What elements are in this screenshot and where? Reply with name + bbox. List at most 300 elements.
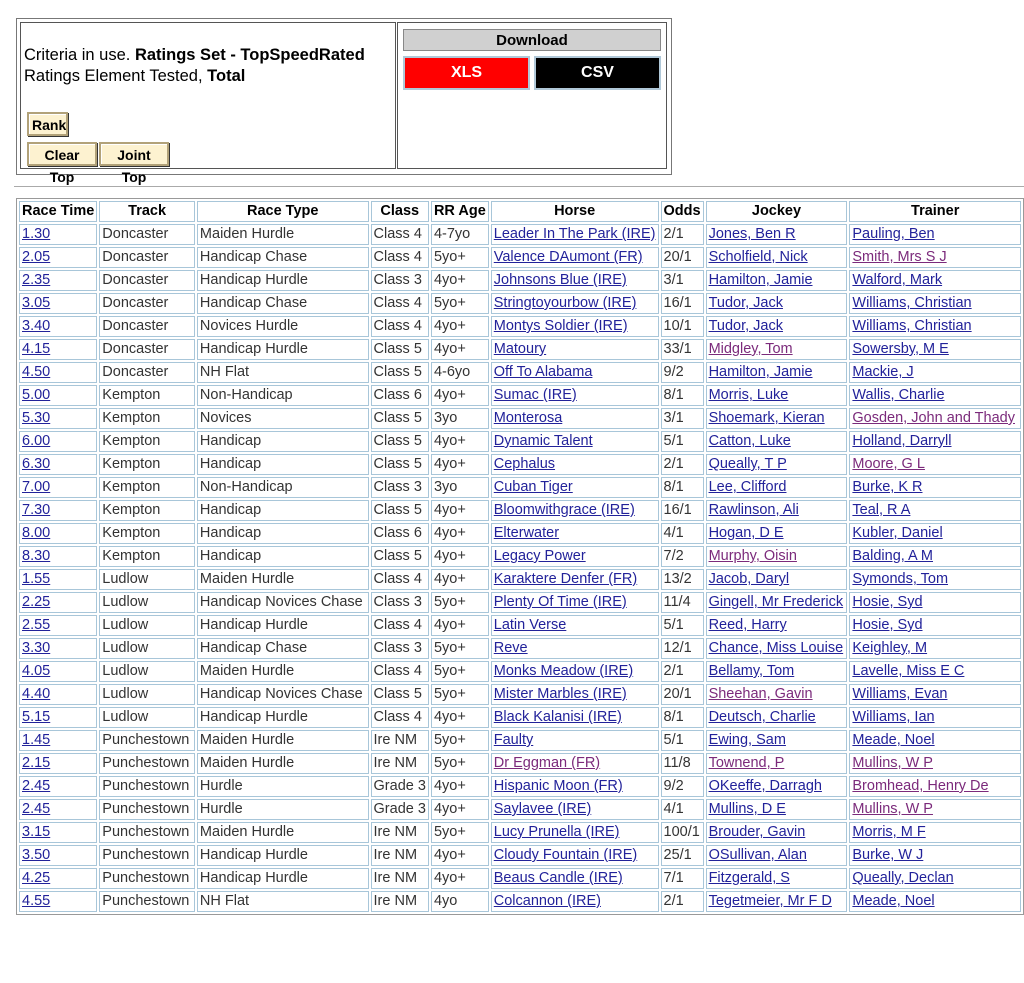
race-time-cell	[19, 868, 97, 889]
odds-cell: 8/1	[661, 707, 704, 728]
jockey-link[interactable]: OKeeffe, Darragh	[708, 778, 822, 794]
table-row	[19, 316, 1021, 337]
horse-link[interactable]: Colcannon (IRE)	[493, 893, 601, 909]
horse-link[interactable]: Beaus Candle (IRE)	[493, 870, 623, 886]
trainer-link[interactable]: Holland, Darryll	[852, 433, 952, 449]
horse-link[interactable]: Cloudy Fountain (IRE)	[493, 847, 638, 863]
trainer-link[interactable]: Gosden, John and Thady	[852, 410, 1015, 426]
trainer-cell	[849, 316, 1021, 337]
table-row	[19, 868, 1021, 889]
race-time-cell	[19, 523, 97, 544]
trainer-link[interactable]: Morris, M F	[852, 824, 926, 840]
jockey-link[interactable]: Shoemark, Kieran	[708, 410, 825, 426]
race-type-cell: Handicap	[197, 500, 369, 521]
trainer-link[interactable]: Williams, Evan	[852, 686, 948, 702]
horse-link[interactable]: Faulty	[493, 732, 534, 748]
race-time-cell	[19, 385, 97, 406]
csv-download-button[interactable]: CSV	[534, 56, 661, 90]
race-time-cell	[19, 293, 97, 314]
race-type-cell: Handicap Chase	[197, 293, 369, 314]
track-cell: Punchestown	[99, 730, 195, 751]
class-cell: Ire NM	[371, 891, 429, 912]
trainer-link[interactable]: Mackie, J	[852, 364, 914, 380]
race-time-link[interactable]: 6.30	[22, 456, 51, 472]
race-time-link[interactable]: 4.25	[22, 870, 51, 886]
race-type-cell: Novices Hurdle	[197, 316, 369, 337]
jockey-link[interactable]: Deutsch, Charlie	[708, 709, 816, 725]
jockey-link[interactable]: Jones, Ben R	[708, 226, 796, 242]
trainer-link[interactable]: Mullins, W P	[852, 755, 933, 771]
jockey-link[interactable]: Sheehan, Gavin	[708, 686, 813, 702]
trainer-cell	[849, 891, 1021, 912]
trainer-link[interactable]: Wallis, Charlie	[852, 387, 945, 403]
odds-cell: 5/1	[661, 431, 704, 452]
clear-top-button[interactable]: Clear Top	[27, 142, 97, 166]
jockey-link[interactable]: Bellamy, Tom	[708, 663, 795, 679]
horse-cell	[491, 523, 659, 544]
race-time-link[interactable]: 4.55	[22, 893, 51, 909]
race-type-cell: Maiden Hurdle	[197, 730, 369, 751]
rr-age-cell: 4yo	[431, 891, 489, 912]
race-time-link[interactable]: 4.15	[22, 341, 51, 357]
trainer-link[interactable]: Teal, R A	[852, 502, 911, 518]
race-time-link[interactable]: 2.05	[22, 249, 51, 265]
horse-link[interactable]: Dr Eggman (FR)	[493, 755, 601, 771]
class-cell: Class 4	[371, 293, 429, 314]
race-time-cell	[19, 684, 97, 705]
horse-link[interactable]: Plenty Of Time (IRE)	[493, 594, 627, 610]
trainer-link[interactable]: Walford, Mark	[852, 272, 943, 288]
race-time-link[interactable]: 1.30	[22, 226, 51, 242]
jockey-link[interactable]: Lee, Clifford	[708, 479, 787, 495]
class-cell: Class 5	[371, 546, 429, 567]
horse-link[interactable]: Saylavee (IRE)	[493, 801, 592, 817]
race-time-cell	[19, 776, 97, 797]
odds-cell: 20/1	[661, 684, 704, 705]
horse-cell	[491, 339, 659, 360]
race-type-cell: Non-Handicap	[197, 385, 369, 406]
race-time-link[interactable]: 1.55	[22, 571, 51, 587]
race-time-link[interactable]: 6.00	[22, 433, 51, 449]
trainer-cell	[849, 730, 1021, 751]
jockey-cell	[706, 523, 848, 544]
horse-cell	[491, 477, 659, 498]
rr-age-cell: 3yo	[431, 408, 489, 429]
horse-link[interactable]: Mister Marbles (IRE)	[493, 686, 627, 702]
race-time-cell	[19, 431, 97, 452]
trainer-link[interactable]: Lavelle, Miss E C	[852, 663, 965, 679]
rr-age-cell: 4yo+	[431, 270, 489, 291]
trainer-cell	[849, 477, 1021, 498]
table-row	[19, 845, 1021, 866]
trainer-link[interactable]: Williams, Christian	[852, 318, 972, 334]
horse-link[interactable]: Johnsons Blue (IRE)	[493, 272, 627, 288]
rr-age-cell: 4yo+	[431, 454, 489, 475]
horse-cell	[491, 362, 659, 383]
table-row	[19, 523, 1021, 544]
jockey-link[interactable]: OSullivan, Alan	[708, 847, 807, 863]
jockey-cell	[706, 661, 848, 682]
horse-link[interactable]: Matoury	[493, 341, 547, 357]
horse-cell	[491, 684, 659, 705]
trainer-link[interactable]: Moore, G L	[852, 456, 925, 472]
table-row	[19, 224, 1021, 245]
header-track[interactable]: Track	[99, 201, 195, 222]
horse-link[interactable]: Reve	[493, 640, 528, 656]
trainer-link[interactable]: Bromhead, Henry De	[852, 778, 989, 794]
table-row	[19, 569, 1021, 590]
trainer-cell	[849, 615, 1021, 636]
table-row	[19, 247, 1021, 268]
jockey-link[interactable]: Reed, Harry	[708, 617, 787, 633]
horse-link[interactable]: Karaktere Denfer (FR)	[493, 571, 638, 587]
horse-cell	[491, 845, 659, 866]
trainer-cell	[849, 661, 1021, 682]
race-time-link[interactable]: 4.40	[22, 686, 51, 702]
header-trainer[interactable]: Trainer	[849, 201, 1021, 222]
jockey-cell	[706, 224, 848, 245]
horse-link[interactable]: Latin Verse	[493, 617, 567, 633]
race-time-cell	[19, 661, 97, 682]
jockey-link[interactable]: Morris, Luke	[708, 387, 789, 403]
horse-link[interactable]: Valence DAumont (FR)	[493, 249, 643, 265]
trainer-link[interactable]: Kubler, Daniel	[852, 525, 943, 541]
jockey-link[interactable]: Jacob, Daryl	[708, 571, 790, 587]
class-cell: Class 5	[371, 362, 429, 383]
rr-age-cell: 4yo+	[431, 431, 489, 452]
table-row	[19, 707, 1021, 728]
table-row	[19, 408, 1021, 429]
table-row	[19, 270, 1021, 291]
table-row	[19, 362, 1021, 383]
race-type-cell: Novices	[197, 408, 369, 429]
class-cell: Ire NM	[371, 822, 429, 843]
header-rr-age[interactable]: RR Age	[431, 201, 489, 222]
race-type-cell: Handicap Chase	[197, 247, 369, 268]
table-row	[19, 339, 1021, 360]
trainer-link[interactable]: Hosie, Syd	[852, 594, 923, 610]
rr-age-cell: 4yo+	[431, 316, 489, 337]
trainer-link[interactable]: Burke, K R	[852, 479, 923, 495]
trainer-link[interactable]: Smith, Mrs S J	[852, 249, 947, 265]
xls-download-button[interactable]: XLS	[403, 56, 530, 90]
race-time-link[interactable]: 3.05	[22, 295, 51, 311]
odds-cell: 25/1	[661, 845, 704, 866]
joint-top-button[interactable]: Joint Top	[99, 142, 169, 166]
table-row	[19, 753, 1021, 774]
horse-link[interactable]: Montys Soldier (IRE)	[493, 318, 628, 334]
criteria-line1-prefix: Criteria in use.	[24, 46, 135, 64]
class-cell: Ire NM	[371, 868, 429, 889]
race-time-link[interactable]: 3.30	[22, 640, 51, 656]
track-cell: Punchestown	[99, 799, 195, 820]
race-type-cell: Handicap Hurdle	[197, 615, 369, 636]
trainer-cell	[849, 569, 1021, 590]
race-time-link[interactable]: 8.30	[22, 548, 51, 564]
horse-link[interactable]: Bloomwithgrace (IRE)	[493, 502, 635, 518]
jockey-cell	[706, 454, 848, 475]
trainer-cell	[849, 546, 1021, 567]
horse-cell	[491, 776, 659, 797]
odds-cell: 10/1	[661, 316, 704, 337]
race-time-link[interactable]: 2.15	[22, 755, 51, 771]
rr-age-cell: 4yo+	[431, 339, 489, 360]
horse-cell	[491, 661, 659, 682]
track-cell: Ludlow	[99, 592, 195, 613]
race-type-cell: Maiden Hurdle	[197, 753, 369, 774]
jockey-link[interactable]: Tegetmeier, Mr F D	[708, 893, 832, 909]
jockey-cell	[706, 431, 848, 452]
horse-cell	[491, 270, 659, 291]
horse-link[interactable]: Cephalus	[493, 456, 556, 472]
track-cell: Doncaster	[99, 362, 195, 383]
class-cell: Class 4	[371, 224, 429, 245]
horse-link[interactable]: Black Kalanisi (IRE)	[493, 709, 622, 725]
jockey-cell	[706, 293, 848, 314]
jockey-cell	[706, 707, 848, 728]
horse-link[interactable]: Legacy Power	[493, 548, 586, 564]
race-type-cell: Handicap Hurdle	[197, 868, 369, 889]
race-time-link[interactable]: 5.00	[22, 387, 51, 403]
trainer-cell	[849, 592, 1021, 613]
race-time-link[interactable]: 3.50	[22, 847, 51, 863]
jockey-cell	[706, 500, 848, 521]
race-time-link[interactable]: 2.45	[22, 778, 51, 794]
trainer-link[interactable]: Mullins, W P	[852, 801, 933, 817]
trainer-cell	[849, 362, 1021, 383]
rr-age-cell: 5yo+	[431, 661, 489, 682]
table-row	[19, 891, 1021, 912]
class-cell: Class 3	[371, 477, 429, 498]
rank-button[interactable]: Rank	[27, 112, 68, 136]
horse-link[interactable]: Lucy Prunella (IRE)	[493, 824, 620, 840]
track-cell: Doncaster	[99, 339, 195, 360]
header-jockey[interactable]: Jockey	[706, 201, 848, 222]
table-row	[19, 684, 1021, 705]
jockey-cell	[706, 316, 848, 337]
table-row	[19, 546, 1021, 567]
rr-age-cell: 4-7yo	[431, 224, 489, 245]
table-row	[19, 293, 1021, 314]
trainer-link[interactable]: Meade, Noel	[852, 893, 935, 909]
jockey-link[interactable]: Gingell, Mr Frederick	[708, 594, 844, 610]
race-type-cell: NH Flat	[197, 362, 369, 383]
race-time-link[interactable]: 2.45	[22, 801, 51, 817]
race-time-link[interactable]: 8.00	[22, 525, 51, 541]
track-cell: Ludlow	[99, 569, 195, 590]
horse-cell	[491, 707, 659, 728]
jockey-cell	[706, 799, 848, 820]
jockey-link[interactable]: Townend, P	[708, 755, 785, 771]
table-row	[19, 661, 1021, 682]
trainer-cell	[849, 753, 1021, 774]
rr-age-cell: 4yo+	[431, 523, 489, 544]
trainer-cell	[849, 408, 1021, 429]
header-race-time[interactable]: Race Time	[19, 201, 97, 222]
odds-cell: 16/1	[661, 293, 704, 314]
jockey-link[interactable]: Murphy, Oisin	[708, 548, 797, 564]
jockey-link[interactable]: Brouder, Gavin	[708, 824, 806, 840]
race-type-cell: Maiden Hurdle	[197, 822, 369, 843]
header-horse[interactable]: Horse	[491, 201, 659, 222]
rr-age-cell: 5yo+	[431, 684, 489, 705]
race-time-link[interactable]: 1.45	[22, 732, 51, 748]
class-cell: Class 4	[371, 569, 429, 590]
race-time-link[interactable]: 3.40	[22, 318, 51, 334]
jockey-link[interactable]: Catton, Luke	[708, 433, 791, 449]
jockey-cell	[706, 362, 848, 383]
odds-cell: 11/8	[661, 753, 704, 774]
track-cell: Ludlow	[99, 707, 195, 728]
table-row	[19, 500, 1021, 521]
trainer-link[interactable]: Meade, Noel	[852, 732, 935, 748]
horse-cell	[491, 316, 659, 337]
odds-cell: 2/1	[661, 454, 704, 475]
trainer-link[interactable]: Sowersby, M E	[852, 341, 949, 357]
trainer-cell	[849, 293, 1021, 314]
race-time-link[interactable]: 2.55	[22, 617, 51, 633]
horse-link[interactable]: Off To Alabama	[493, 364, 593, 380]
race-time-link[interactable]: 5.30	[22, 410, 51, 426]
race-time-link[interactable]: 2.35	[22, 272, 51, 288]
horse-link[interactable]: Cuban Tiger	[493, 479, 573, 495]
race-time-cell	[19, 408, 97, 429]
table-row	[19, 730, 1021, 751]
jockey-link[interactable]: Hamilton, Jamie	[708, 272, 813, 288]
trainer-cell	[849, 431, 1021, 452]
trainer-link[interactable]: Hosie, Syd	[852, 617, 923, 633]
horse-link[interactable]: Stringtoyourbow (IRE)	[493, 295, 637, 311]
jockey-link[interactable]: Chance, Miss Louise	[708, 640, 844, 656]
horse-link[interactable]: Monterosa	[493, 410, 563, 426]
horse-cell	[491, 247, 659, 268]
race-type-cell: Handicap Hurdle	[197, 270, 369, 291]
jockey-link[interactable]: Fitzgerald, S	[708, 870, 790, 886]
race-time-cell	[19, 500, 97, 521]
jockey-link[interactable]: Hamilton, Jamie	[708, 364, 813, 380]
rr-age-cell: 4yo+	[431, 707, 489, 728]
race-time-cell	[19, 316, 97, 337]
horse-cell	[491, 408, 659, 429]
horse-cell	[491, 293, 659, 314]
class-cell: Class 4	[371, 661, 429, 682]
horse-cell	[491, 615, 659, 636]
track-cell: Kempton	[99, 431, 195, 452]
jockey-cell	[706, 730, 848, 751]
track-cell: Punchestown	[99, 868, 195, 889]
rr-age-cell: 5yo+	[431, 753, 489, 774]
horse-link[interactable]: Elterwater	[493, 525, 560, 541]
jockey-link[interactable]: Rawlinson, Ali	[708, 502, 799, 518]
race-time-link[interactable]: 4.05	[22, 663, 51, 679]
rr-age-cell: 4yo+	[431, 845, 489, 866]
trainer-cell	[849, 822, 1021, 843]
race-type-cell: Handicap Hurdle	[197, 845, 369, 866]
race-time-cell	[19, 546, 97, 567]
trainer-link[interactable]: Williams, Christian	[852, 295, 972, 311]
rr-age-cell: 5yo+	[431, 638, 489, 659]
table-row	[19, 385, 1021, 406]
horse-cell	[491, 868, 659, 889]
rr-age-cell: 5yo+	[431, 293, 489, 314]
ratings-element-value: Total	[207, 67, 246, 85]
trainer-cell	[849, 454, 1021, 475]
horse-link[interactable]: Monks Meadow (IRE)	[493, 663, 634, 679]
jockey-link[interactable]: Tudor, Jack	[708, 295, 783, 311]
jockey-cell	[706, 753, 848, 774]
header-class[interactable]: Class	[371, 201, 429, 222]
download-header: Download	[403, 29, 661, 51]
race-time-link[interactable]: 7.30	[22, 502, 51, 518]
jockey-link[interactable]: Hogan, D E	[708, 525, 784, 541]
horse-link[interactable]: Dynamic Talent	[493, 433, 593, 449]
trainer-link[interactable]: Queally, Declan	[852, 870, 954, 886]
trainer-link[interactable]: Symonds, Tom	[852, 571, 949, 587]
jockey-link[interactable]: Mullins, D E	[708, 801, 786, 817]
jockey-link[interactable]: Ewing, Sam	[708, 732, 786, 748]
race-type-cell: Maiden Hurdle	[197, 661, 369, 682]
class-cell: Class 5	[371, 500, 429, 521]
trainer-cell	[849, 385, 1021, 406]
horse-link[interactable]: Leader In The Park (IRE)	[493, 226, 656, 242]
horse-link[interactable]: Sumac (IRE)	[493, 387, 577, 403]
trainer-link[interactable]: Pauling, Ben	[852, 226, 935, 242]
trainer-link[interactable]: Balding, A M	[852, 548, 933, 564]
race-time-cell	[19, 799, 97, 820]
jockey-cell	[706, 776, 848, 797]
jockey-cell	[706, 822, 848, 843]
horse-link[interactable]: Hispanic Moon (FR)	[493, 778, 623, 794]
jockey-link[interactable]: Midgley, Tom	[708, 341, 793, 357]
class-cell: Class 5	[371, 684, 429, 705]
horse-cell	[491, 454, 659, 475]
class-cell: Grade 3	[371, 799, 429, 820]
class-cell: Class 3	[371, 592, 429, 613]
horse-cell	[491, 638, 659, 659]
race-time-link[interactable]: 3.15	[22, 824, 51, 840]
race-time-cell	[19, 362, 97, 383]
header-odds[interactable]: Odds	[661, 201, 704, 222]
odds-cell: 12/1	[661, 638, 704, 659]
horse-cell	[491, 569, 659, 590]
header-race-type[interactable]: Race Type	[197, 201, 369, 222]
track-cell: Punchestown	[99, 845, 195, 866]
race-time-link[interactable]: 4.50	[22, 364, 51, 380]
class-cell: Grade 3	[371, 776, 429, 797]
track-cell: Doncaster	[99, 224, 195, 245]
jockey-link[interactable]: Scholfield, Nick	[708, 249, 808, 265]
trainer-link[interactable]: Williams, Ian	[852, 709, 935, 725]
race-time-cell	[19, 730, 97, 751]
trainer-link[interactable]: Keighley, M	[852, 640, 928, 656]
table-row	[19, 431, 1021, 452]
race-time-link[interactable]: 2.25	[22, 594, 51, 610]
jockey-cell	[706, 592, 848, 613]
race-time-link[interactable]: 7.00	[22, 479, 51, 495]
track-cell: Kempton	[99, 500, 195, 521]
table-row	[19, 592, 1021, 613]
class-cell: Class 4	[371, 615, 429, 636]
jockey-link[interactable]: Queally, T P	[708, 456, 787, 472]
race-type-cell: Handicap	[197, 454, 369, 475]
race-time-link[interactable]: 5.15	[22, 709, 51, 725]
criteria-box	[20, 22, 396, 185]
class-cell: Ire NM	[371, 845, 429, 866]
race-time-cell	[19, 753, 97, 774]
trainer-link[interactable]: Burke, W J	[852, 847, 924, 863]
jockey-link[interactable]: Tudor, Jack	[708, 318, 783, 334]
trainer-cell	[849, 868, 1021, 889]
